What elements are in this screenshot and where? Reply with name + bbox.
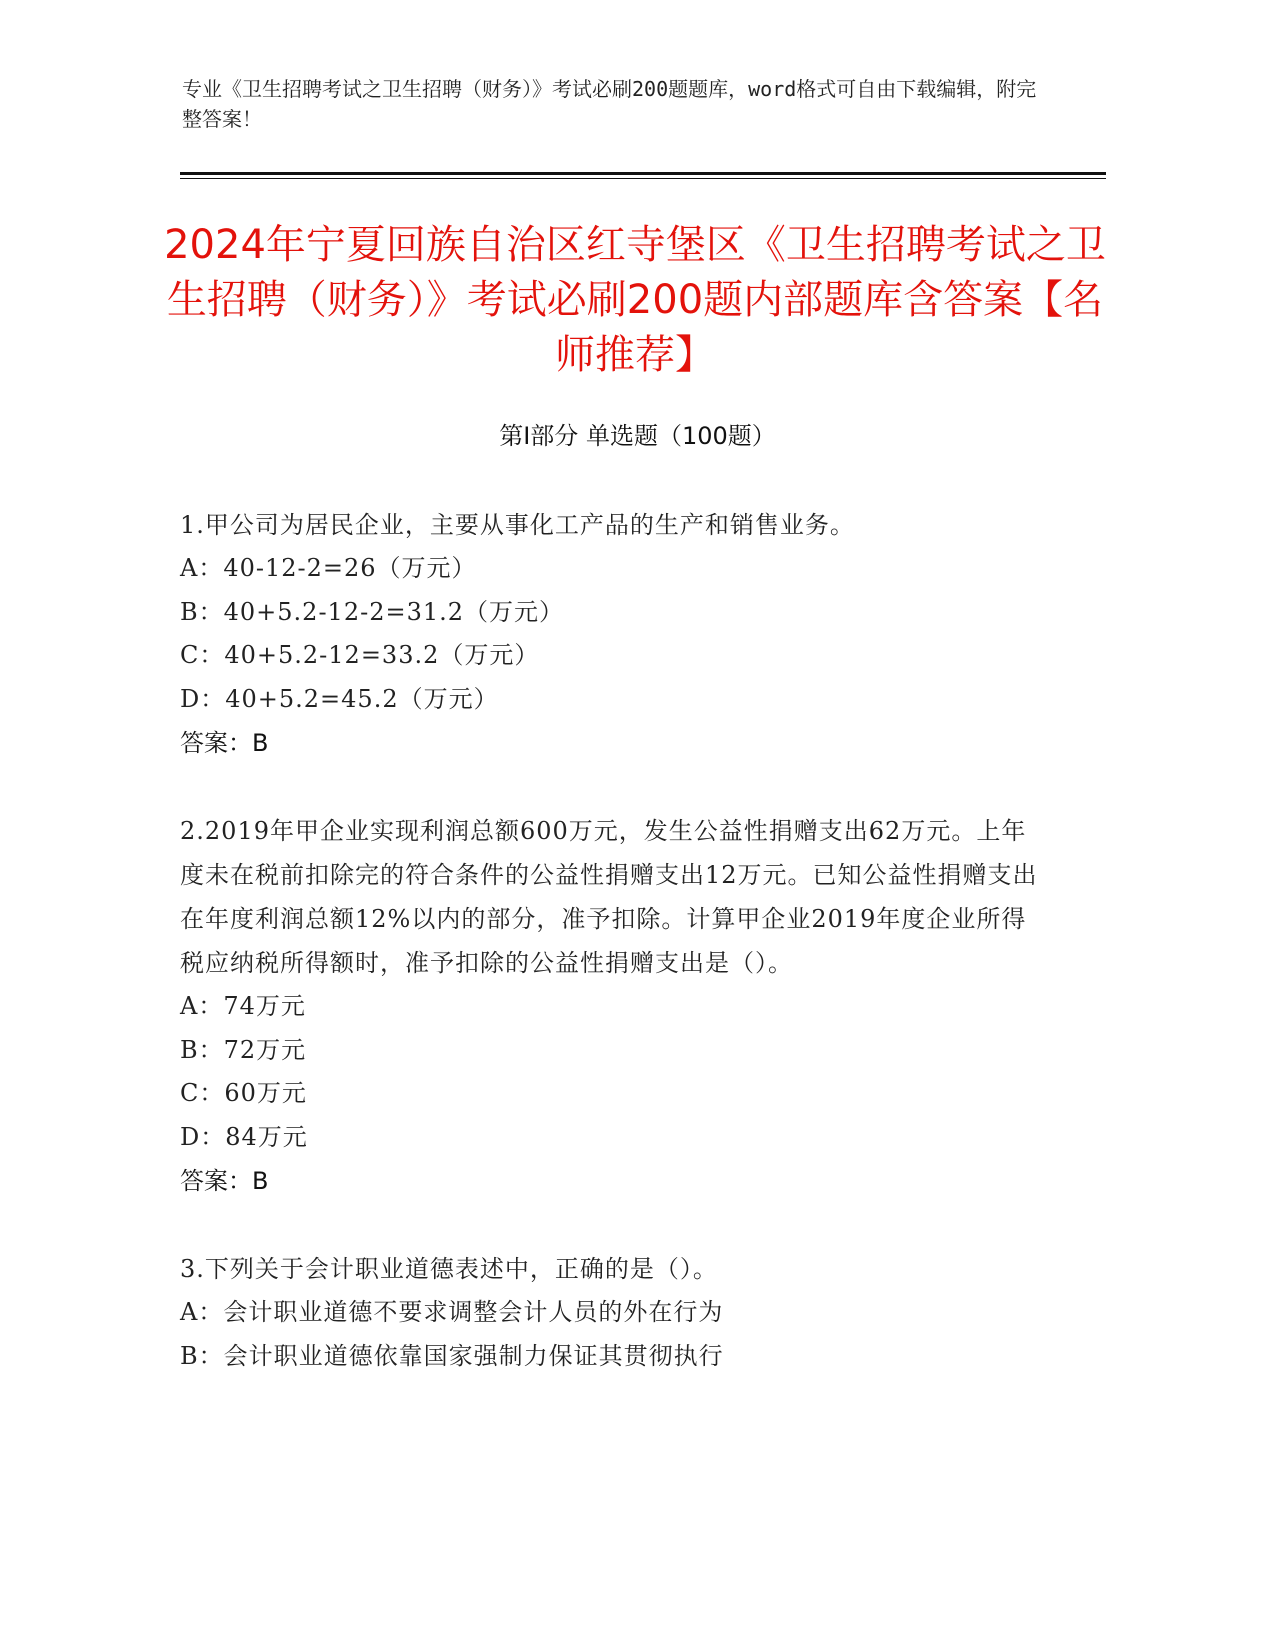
option-a: A：40-12-2=26（万元） — [180, 554, 477, 582]
option-b: B：72万元 — [180, 1035, 307, 1064]
option-c: C：60万元 — [180, 1079, 307, 1107]
option-b: B：会计职业道德依靠国家强制力保证其贯彻执行 — [180, 1341, 724, 1370]
option-a: A：会计职业道德不要求调整会计人员的外在行为 — [180, 1298, 724, 1326]
question-stem: 3.下列关于会计职业道德表述中，正确的是（）。 — [180, 1255, 718, 1283]
option-c: C：40+5.2-12=33.2（万元） — [180, 641, 540, 669]
section-heading: 第I部分 单选题（100题） — [499, 422, 776, 450]
question-2 — [180, 809, 1040, 1203]
header-rule-thin — [180, 178, 1106, 179]
question-stem: 1.甲公司为居民企业，主要从事化工产品的生产和销售业务。 — [180, 511, 855, 539]
question-3 — [180, 1247, 1040, 1378]
header-rule-thick — [180, 172, 1106, 175]
document-title: 2024年宁夏回族自治区红寺堡区《卫生招聘考试之卫生招聘（财务）》考试必刷200题内部题库含答案【名师推荐】 — [164, 222, 1106, 378]
option-a: A：74万元 — [180, 992, 306, 1020]
option-b: B：40+5.2-12-2=31.2（万元） — [180, 597, 565, 626]
header-note: 专业《卫生招聘考试之卫生招聘（财务）》考试必刷200题题库，word格式可自由下载编辑，附完整答案！ — [182, 77, 1037, 131]
answer: 答案：B — [180, 729, 269, 757]
option-d: D：84万元 — [180, 1122, 308, 1151]
option-d: D：40+5.2=45.2（万元） — [180, 684, 499, 713]
question-1 — [180, 503, 1040, 765]
question-stem: 2.2019年甲企业实现利润总额600万元，发生公益性捐赠支出62万元。上年度未在税前扣除完的符合条件的公益性捐赠支出12万元。已知公益性捐赠支出在年度利润总额12%以内的部分，准予扣除。计算甲企业2019年度企业所得税应纳税所得额时，准予扣除的公益性捐赠支出是（）。 — [180, 817, 1038, 977]
answer: 答案：B — [180, 1167, 269, 1195]
question-list — [180, 503, 1040, 1422]
